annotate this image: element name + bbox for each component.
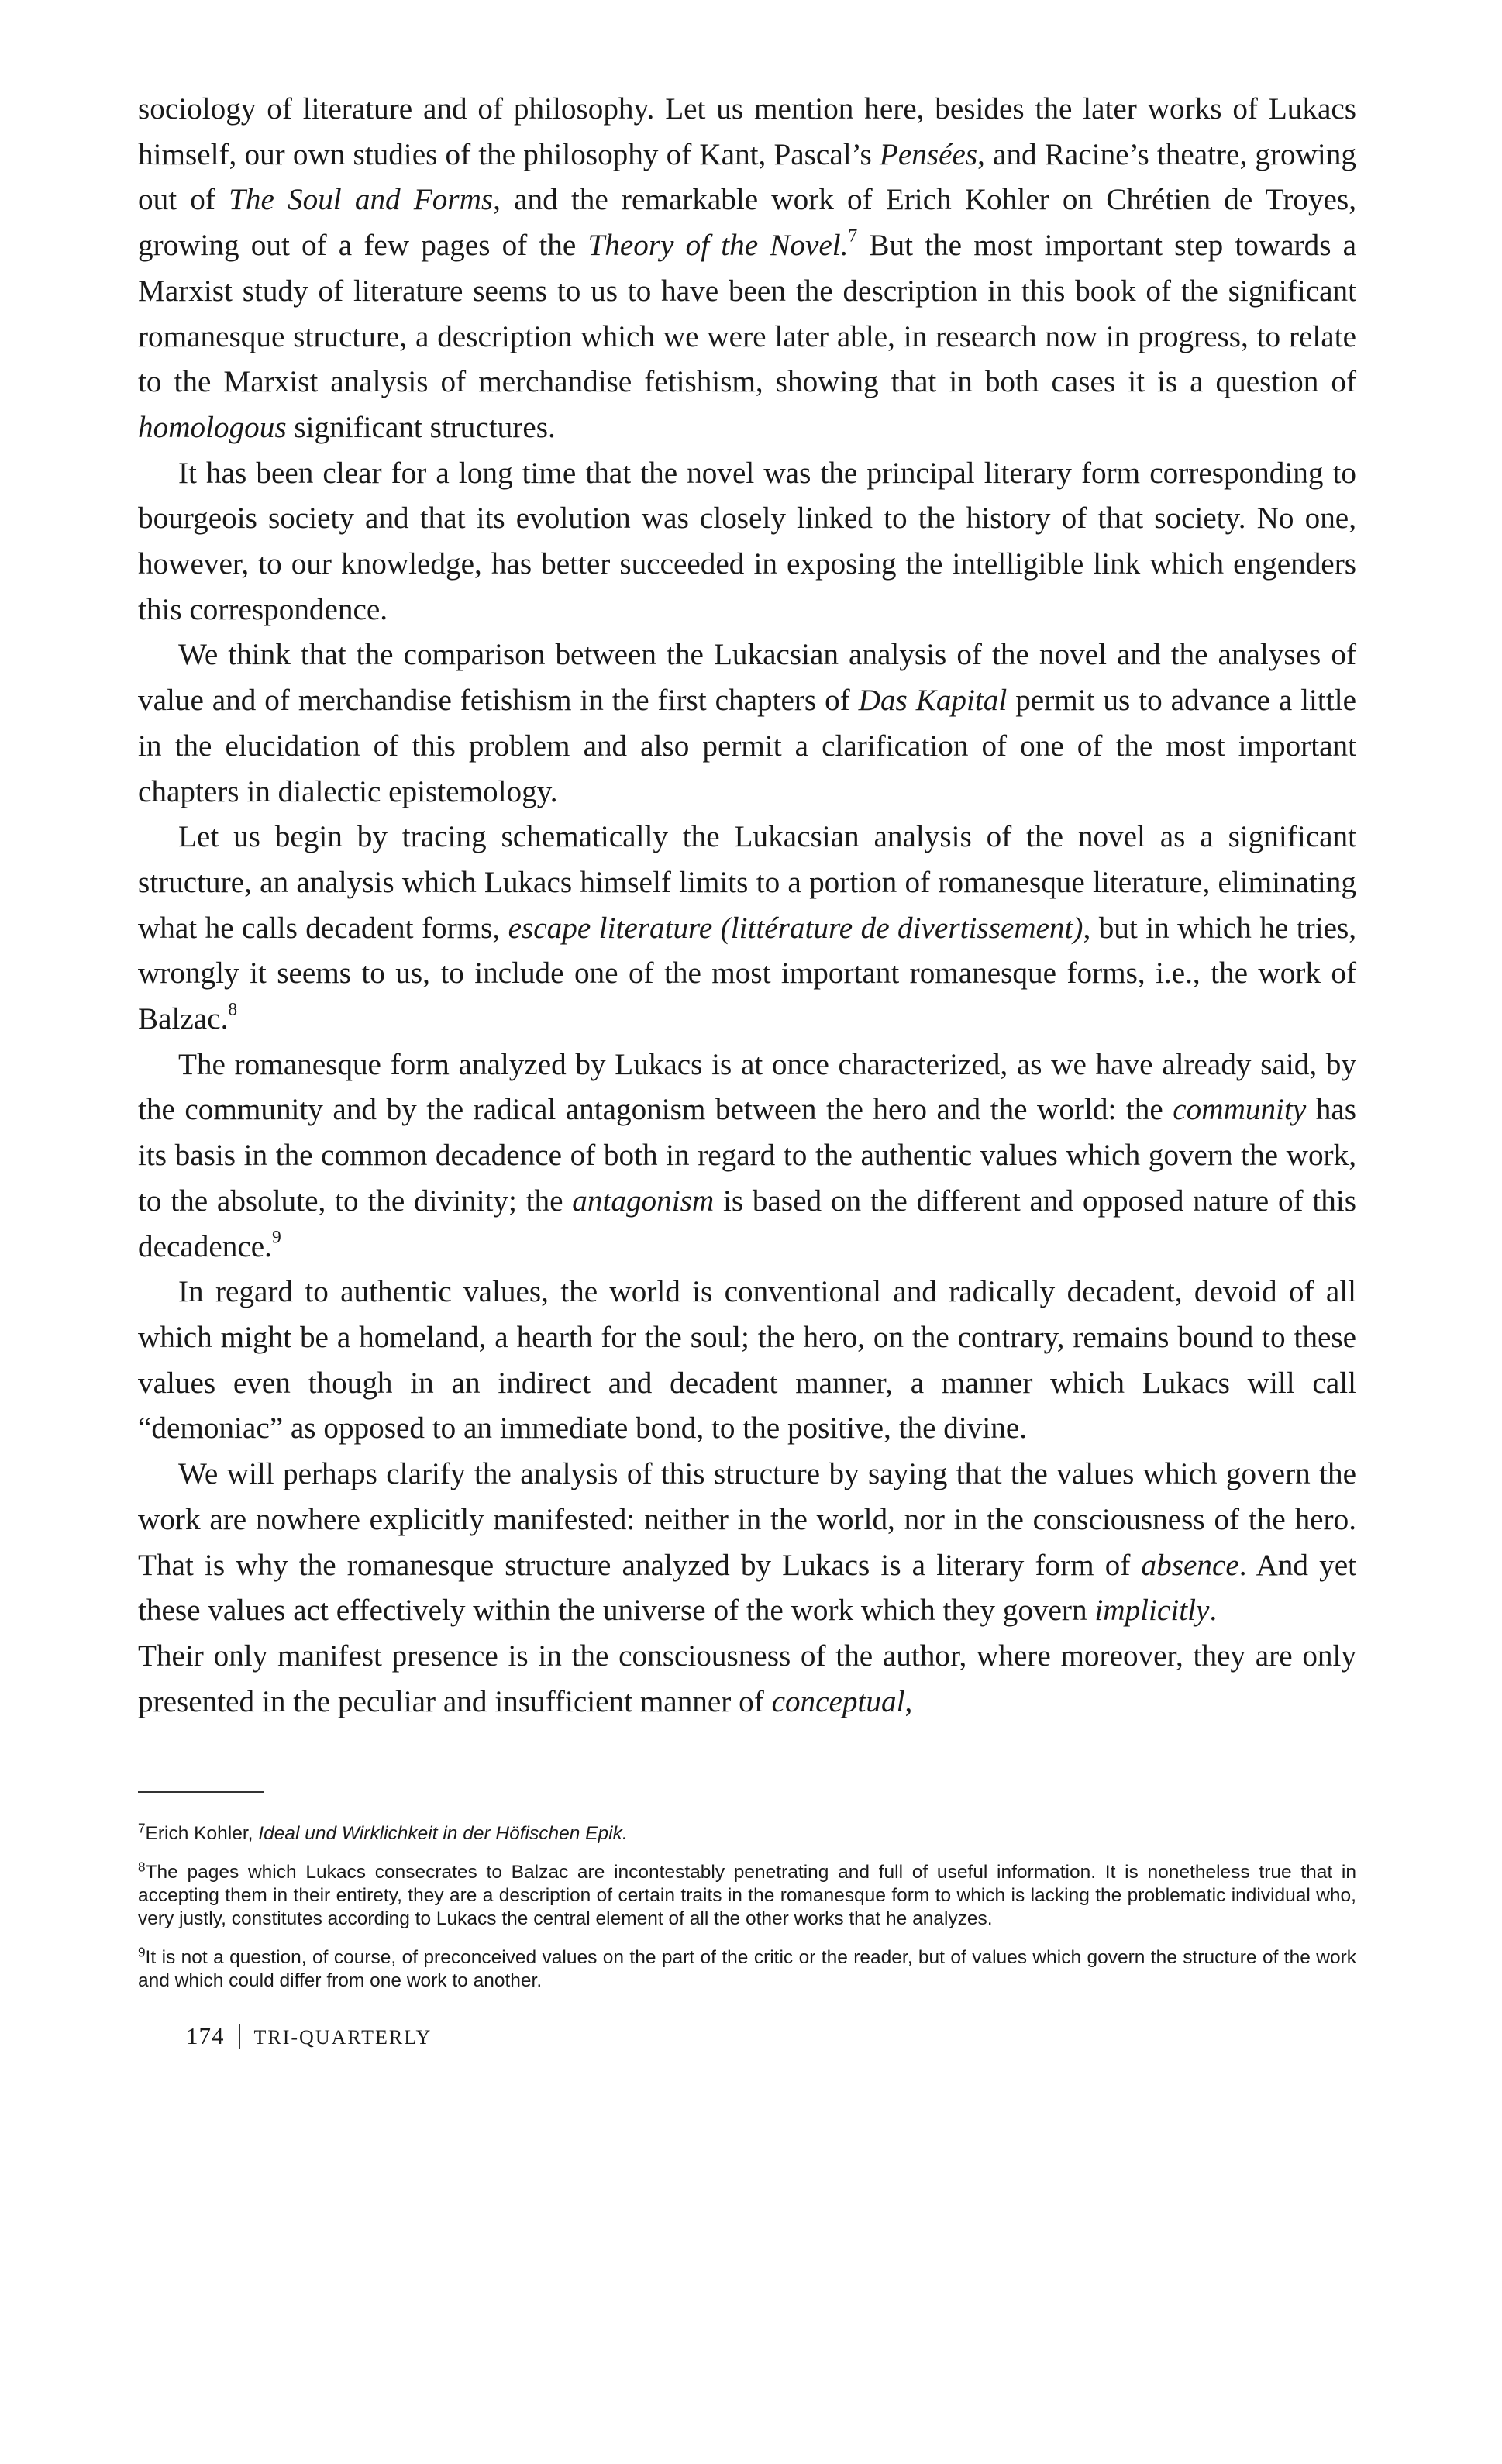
text-run: The pages which Lukacs consecrates to Balzac are incontestably penetrating and full of useful information. It is nonetheless true that in accepting them in their entirety, they are a description of certain traits in the romanesque form to which is lacking the problematic individual who, very justly, constitutes according to Lukacs the central element of all the other works that he analyzes. xyxy=(138,1862,1356,1930)
text-run: We will perhaps clarify the analysis of this structure by saying that the values which govern the work are nowhere explicitly manifested: neither in the world, nor in the consciousness of the hero. That is why the romanesque structure analyzed by Lukacs is a literary form of xyxy=(138,1457,1356,1582)
italic-text: antagonism xyxy=(572,1184,715,1218)
italic-text: community xyxy=(1173,1093,1307,1127)
footnote-marker: 7 xyxy=(848,226,858,246)
paragraph xyxy=(138,87,1356,451)
main-text xyxy=(138,87,1356,1725)
footnote xyxy=(138,1946,1356,1993)
footnote-marker: 8 xyxy=(228,999,238,1020)
text-run: Their only manifest presence is in the consciousness of the author, where moreover, they are only presented in the peculiar and insufficient manner of xyxy=(138,1639,1356,1718)
footnote-separator xyxy=(138,1791,264,1793)
italic-text: Pensées xyxy=(879,137,978,171)
paragraph xyxy=(138,1634,1356,1725)
page xyxy=(138,87,1356,2050)
text-run: Let us begin by tracing schematically the Lukacsian analysis of the novel as a significant structure, an analysis which Lukacs himself limits to a portion of romanesque literature, eliminating what he calls decadent forms, xyxy=(138,820,1356,945)
italic-text: The Soul and Forms xyxy=(229,183,494,217)
running-footer xyxy=(186,2022,1356,2050)
text-run: is based on the different and opposed nature of this decadence. xyxy=(138,1184,1356,1263)
text-run: , but in which he tries, wrongly it seems to us, to include one of the most important romanesque forms, i.e., the work of Balzac. xyxy=(138,911,1357,1036)
paragraph xyxy=(138,815,1356,1042)
text-run: We think that the comparison between the Lukacsian analysis of the novel and the analyses of value and of merchandise fetishism in the first chapters of xyxy=(138,638,1356,718)
text-run: sociology of literature and of philosophy. Let us mention here, besides the later works of Lukacs himself, our own studies of the philosophy of Kant, Pascal’s xyxy=(138,92,1356,171)
italic-text: Das Kapital xyxy=(858,684,1008,718)
text-run: , and Racine’s theatre, growing out of xyxy=(138,137,1356,217)
footer-divider xyxy=(239,2024,240,2049)
italic-text: absence xyxy=(1141,1548,1239,1582)
italic-text: Ideal und Wirklichkeit in der Höfischen Epik. xyxy=(258,1823,628,1845)
page-number: 174 xyxy=(186,2022,225,2050)
text-run: significant structures. xyxy=(286,410,556,444)
italic-text: homologous xyxy=(138,410,287,444)
paragraph xyxy=(138,451,1356,633)
italic-text: escape literature (littérature de divertissement) xyxy=(508,911,1083,945)
text-run: . And yet these values act effectively within the universe of the work which they govern xyxy=(138,1548,1356,1628)
text-run: But the most important step towards a Marxist study of literature seems to us to have been the description in this book of the significant romanesque structure, a description which we were later able, in research now in progress, to relate to the Marxist analysis of merchandise fetishism, showing that in both cases it is a question of xyxy=(138,229,1357,399)
italic-text: Theory of the Novel. xyxy=(587,229,849,263)
footnote-marker: 7 xyxy=(138,1820,146,1836)
text-run: The romanesque form analyzed by Lukacs is at once characterized, as we have already said, by the community and by the radical antagonism between the hero and the world: the xyxy=(138,1047,1356,1127)
paragraph xyxy=(138,1452,1356,1634)
text-run: Erich Kohler, xyxy=(145,1823,259,1845)
italic-text: conceptual xyxy=(771,1684,905,1718)
text-run: In regard to authentic values, the world is conventional and radically decadent, devoid of all which might be a homeland, a hearth for the soul; the hero, on the contrary, remains bound to these values even though in an indirect and decadent manner, a manner which Lukacs will call “demoniac” as opposed to an immediate bond, to the positive, the divine. xyxy=(138,1275,1356,1446)
paragraph xyxy=(138,1270,1356,1452)
text-run: permit us to advance a little in the elucidation of this problem and also permit a clarification of one of the most important chapters in dialectic epistemology. xyxy=(138,684,1356,808)
text-run: has its basis in the common decadence of both in regard to the authentic values which govern the work, to the absolute, to the divinity; the xyxy=(138,1093,1356,1218)
text-run: . xyxy=(1209,1594,1218,1628)
text-run: It has been clear for a long time that the novel was the principal literary form corresponding to bourgeois society and that its evolution was closely linked to the history of that society. No one, however, to our knowledge, has better succeeded in exposing the intelligible link which engenders this correspondence. xyxy=(138,456,1356,626)
text-run: It is not a question, of course, of preconceived values on the part of the critic or the reader, but of values which govern the structure of the work and which could differ from one work to another. xyxy=(138,1947,1356,1992)
footnote xyxy=(138,1822,1356,1845)
footnotes xyxy=(138,1822,1356,1993)
paragraph xyxy=(138,1042,1356,1270)
footnote-marker: 8 xyxy=(138,1859,146,1875)
italic-text: implicitly xyxy=(1094,1594,1210,1628)
paragraph xyxy=(138,632,1356,815)
text-run: , and the remarkable work of Erich Kohler on Chrétien de Troyes, growing out of a few pages of the xyxy=(138,183,1356,263)
footnote-marker: 9 xyxy=(138,1944,146,1960)
footnote xyxy=(138,1861,1356,1931)
text-run: , xyxy=(904,1684,913,1718)
footnote-marker: 9 xyxy=(271,1226,281,1247)
journal-name: TRI-QUARTERLY xyxy=(253,2026,432,2049)
